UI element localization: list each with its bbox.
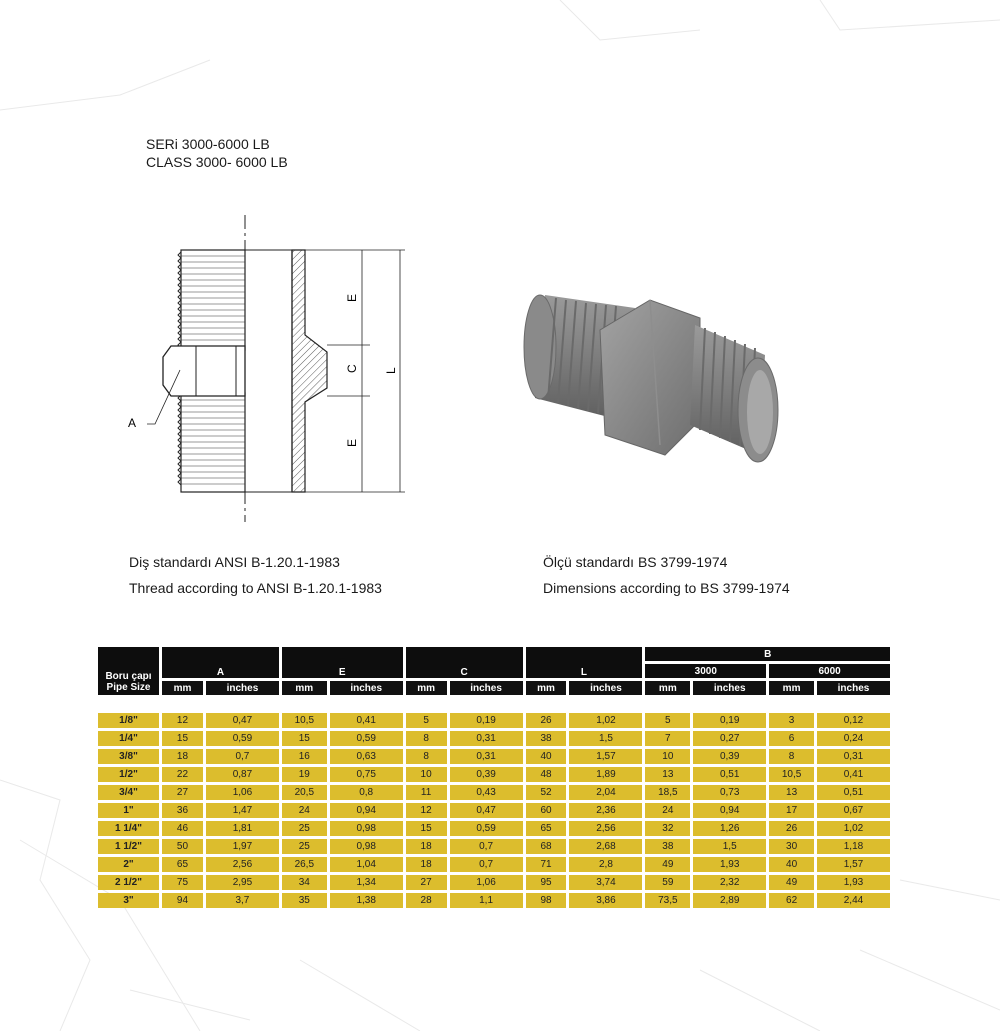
dimension-cell: 73,5 [645, 893, 690, 908]
dimension-cell: 0,7 [206, 749, 279, 764]
dim-label-l: L [384, 367, 398, 374]
dimension-cell: 1,47 [206, 803, 279, 818]
dim-label-a: A [128, 416, 137, 430]
pipe-size-header-en: Pipe Size [106, 682, 151, 693]
thread-standard-turkish: Diş standardı ANSI B-1.20.1-1983 [129, 554, 340, 570]
pipe-size-cell: 1/4" [98, 731, 159, 746]
dimension-cell: 0,31 [817, 749, 890, 764]
dimension-cell: 18,5 [645, 785, 690, 800]
dimension-cell: 28 [406, 893, 447, 908]
dimension-cell: 60 [526, 803, 567, 818]
dimension-cell: 40 [769, 857, 814, 872]
pipe-size-cell: 3" [98, 893, 159, 908]
dimension-cell: 0,59 [206, 731, 279, 746]
dimension-cell: 1,57 [817, 857, 890, 872]
table-row [98, 875, 890, 890]
dimension-standard [543, 549, 790, 601]
group-header-l: L [526, 647, 643, 678]
dimension-cell: 1,93 [817, 875, 890, 890]
unit-header: inches [569, 681, 642, 695]
dimension-cell: 0,87 [206, 767, 279, 782]
dimension-cell: 1,1 [450, 893, 523, 908]
dimension-cell: 2,8 [569, 857, 642, 872]
dimension-cell: 0,51 [693, 767, 766, 782]
dimension-cell: 20,5 [282, 785, 327, 800]
dimension-cell: 0,47 [450, 803, 523, 818]
dimension-cell: 15 [162, 731, 203, 746]
dimension-cell: 30 [769, 839, 814, 854]
dimension-cell: 25 [282, 821, 327, 836]
dimension-cell: 52 [526, 785, 567, 800]
series-turkish: SERi 3000-6000 LB [146, 136, 270, 152]
dimension-cell: 2,32 [693, 875, 766, 890]
dimension-cell: 15 [282, 731, 327, 746]
group-header-e: E [282, 647, 403, 678]
dimension-cell: 94 [162, 893, 203, 908]
dimension-cell: 1,5 [569, 731, 642, 746]
dimension-cell: 0,8 [330, 785, 403, 800]
dimension-cell: 49 [645, 857, 690, 872]
dimension-cell: 49 [769, 875, 814, 890]
dim-label-e-bottom: E [345, 438, 359, 447]
dim-label-e-top: E [345, 293, 359, 302]
dimension-cell: 26 [769, 821, 814, 836]
table-row [98, 821, 890, 836]
dimension-cell: 0,59 [330, 731, 403, 746]
dimension-cell: 2,89 [693, 893, 766, 908]
dimension-cell: 27 [162, 785, 203, 800]
dimension-cell: 5 [645, 713, 690, 728]
dimension-cell: 13 [645, 767, 690, 782]
dimension-cell: 2,68 [569, 839, 642, 854]
dimension-cell: 10 [406, 767, 447, 782]
dimension-cell: 0,63 [330, 749, 403, 764]
dimension-cell: 0,43 [450, 785, 523, 800]
dimension-cell: 68 [526, 839, 567, 854]
dimension-standard-english: Dimensions according to BS 3799-1974 [543, 580, 790, 596]
pipe-size-cell: 1 1/2" [98, 839, 159, 854]
dimension-cell: 11 [406, 785, 447, 800]
dimension-cell: 1,04 [330, 857, 403, 872]
dimension-cell: 0,24 [817, 731, 890, 746]
dimension-cell: 15 [406, 821, 447, 836]
dimension-cell: 0,94 [693, 803, 766, 818]
dimension-cell: 12 [406, 803, 447, 818]
pipe-size-cell: 1 1/4" [98, 821, 159, 836]
pipe-size-header-tr: Boru çapı [105, 671, 152, 682]
pipe-size-cell: 1" [98, 803, 159, 818]
dimension-cell: 1,06 [450, 875, 523, 890]
dimension-cell: 0,27 [693, 731, 766, 746]
dimension-cell: 1,89 [569, 767, 642, 782]
dimension-cell: 1,02 [817, 821, 890, 836]
dimension-cell: 71 [526, 857, 567, 872]
dimension-cell: 62 [769, 893, 814, 908]
group-header-b: B [645, 647, 890, 661]
dimension-cell: 98 [526, 893, 567, 908]
table-row [98, 767, 890, 782]
unit-header: mm [769, 681, 814, 695]
dimension-cell: 0,98 [330, 821, 403, 836]
series-english: CLASS 3000- 6000 LB [146, 154, 288, 170]
dimension-cell: 0,31 [450, 731, 523, 746]
table-row [98, 749, 890, 764]
unit-header: inches [206, 681, 279, 695]
dimension-cell: 2,36 [569, 803, 642, 818]
dimension-cell: 1,06 [206, 785, 279, 800]
pipe-size-cell: 1/8" [98, 713, 159, 728]
dimension-cell: 7 [645, 731, 690, 746]
pipe-size-cell: 3/4" [98, 785, 159, 800]
dimension-cell: 36 [162, 803, 203, 818]
dimension-cell: 0,67 [817, 803, 890, 818]
dimension-cell: 1,26 [693, 821, 766, 836]
dimension-cell: 6 [769, 731, 814, 746]
dimension-cell: 1,18 [817, 839, 890, 854]
hex-nipple-section-drawing [110, 205, 440, 535]
dimension-cell: 0,41 [817, 767, 890, 782]
unit-header: mm [526, 681, 567, 695]
dimension-cell: 50 [162, 839, 203, 854]
dimension-cell: 13 [769, 785, 814, 800]
table-row [98, 803, 890, 818]
table-row [98, 713, 890, 728]
table-row [98, 857, 890, 872]
dimension-cell: 8 [769, 749, 814, 764]
dimension-cell: 10 [645, 749, 690, 764]
dimension-cell: 35 [282, 893, 327, 908]
dimension-cell: 3,74 [569, 875, 642, 890]
pipe-size-cell: 2 1/2" [98, 875, 159, 890]
dimension-cell: 0,51 [817, 785, 890, 800]
unit-header: inches [450, 681, 523, 695]
dimension-cell: 1,81 [206, 821, 279, 836]
table-body [98, 698, 890, 908]
dimension-cell: 48 [526, 767, 567, 782]
thread-standard-english: Thread according to ANSI B-1.20.1-1983 [129, 580, 382, 596]
dimension-cell: 0,39 [693, 749, 766, 764]
series-heading [146, 135, 288, 171]
dimension-cell: 26,5 [282, 857, 327, 872]
dimension-cell: 24 [282, 803, 327, 818]
group-header-a: A [162, 647, 279, 678]
dimension-cell: 18 [406, 857, 447, 872]
pipe-size-cell: 2" [98, 857, 159, 872]
pipe-size-cell: 3/8" [98, 749, 159, 764]
dimension-cell: 25 [282, 839, 327, 854]
dimension-cell: 2,04 [569, 785, 642, 800]
dimension-cell: 0,7 [450, 857, 523, 872]
dimension-cell: 34 [282, 875, 327, 890]
dimension-cell: 0,12 [817, 713, 890, 728]
table-row [98, 893, 890, 908]
b-sub-header-3000: 3000 [645, 664, 766, 678]
dimension-cell: 2,56 [206, 857, 279, 872]
thread-standard [129, 549, 382, 601]
table-row [98, 839, 890, 854]
dimension-cell: 10,5 [282, 713, 327, 728]
unit-header: inches [330, 681, 403, 695]
dimension-cell: 3 [769, 713, 814, 728]
dimension-cell: 0,98 [330, 839, 403, 854]
dimension-cell: 1,02 [569, 713, 642, 728]
dimension-cell: 10,5 [769, 767, 814, 782]
dimension-cell: 8 [406, 731, 447, 746]
table-row [98, 785, 890, 800]
dimension-cell: 1,38 [330, 893, 403, 908]
dimension-standard-turkish: Ölçü standardı BS 3799-1974 [543, 554, 728, 570]
dimension-cell: 0,39 [450, 767, 523, 782]
dimension-cell: 18 [162, 749, 203, 764]
dimension-cell: 59 [645, 875, 690, 890]
dimension-cell: 2,95 [206, 875, 279, 890]
table-row [98, 731, 890, 746]
dimension-cell: 2,56 [569, 821, 642, 836]
unit-header: mm [282, 681, 327, 695]
dimension-cell: 65 [162, 857, 203, 872]
dimension-cell: 24 [645, 803, 690, 818]
dimension-cell: 0,19 [693, 713, 766, 728]
b-sub-header-6000: 6000 [769, 664, 890, 678]
dimensions-table-container [95, 644, 893, 911]
dimension-cell: 16 [282, 749, 327, 764]
dimension-cell: 1,97 [206, 839, 279, 854]
dimension-cell: 1,57 [569, 749, 642, 764]
dimension-cell: 12 [162, 713, 203, 728]
dimension-cell: 0,31 [450, 749, 523, 764]
dimension-cell: 0,19 [450, 713, 523, 728]
dimension-cell: 19 [282, 767, 327, 782]
dimension-cell: 5 [406, 713, 447, 728]
unit-header: inches [817, 681, 890, 695]
dimension-cell: 27 [406, 875, 447, 890]
unit-header: mm [162, 681, 203, 695]
hex-nipple-render [505, 270, 805, 480]
dimension-cell: 1,34 [330, 875, 403, 890]
dimension-cell: 26 [526, 713, 567, 728]
dimension-cell: 38 [526, 731, 567, 746]
dimension-cell: 0,59 [450, 821, 523, 836]
dimension-cell: 0,75 [330, 767, 403, 782]
dimension-cell: 38 [645, 839, 690, 854]
dimension-cell: 18 [406, 839, 447, 854]
dimension-cell: 3,86 [569, 893, 642, 908]
dimension-cell: 2,44 [817, 893, 890, 908]
group-header-c: C [406, 647, 523, 678]
dimension-cell: 17 [769, 803, 814, 818]
dimension-cell: 0,7 [450, 839, 523, 854]
dimensions-table [95, 644, 893, 911]
unit-header: mm [406, 681, 447, 695]
dimension-cell: 32 [645, 821, 690, 836]
dimension-cell: 8 [406, 749, 447, 764]
dim-label-c: C [345, 364, 359, 373]
dimension-cell: 95 [526, 875, 567, 890]
pipe-size-cell: 1/2" [98, 767, 159, 782]
dimension-cell: 65 [526, 821, 567, 836]
dimension-cell: 40 [526, 749, 567, 764]
dimension-cell: 0,41 [330, 713, 403, 728]
dimension-cell: 22 [162, 767, 203, 782]
dimension-cell: 46 [162, 821, 203, 836]
dimension-cell: 75 [162, 875, 203, 890]
unit-header: mm [645, 681, 690, 695]
dimension-cell: 1,5 [693, 839, 766, 854]
dimension-cell: 1,93 [693, 857, 766, 872]
unit-header: inches [693, 681, 766, 695]
dimension-cell: 0,94 [330, 803, 403, 818]
dimension-cell: 3,7 [206, 893, 279, 908]
dimension-cell: 0,47 [206, 713, 279, 728]
pipe-size-header [98, 647, 159, 695]
dimension-cell: 0,73 [693, 785, 766, 800]
